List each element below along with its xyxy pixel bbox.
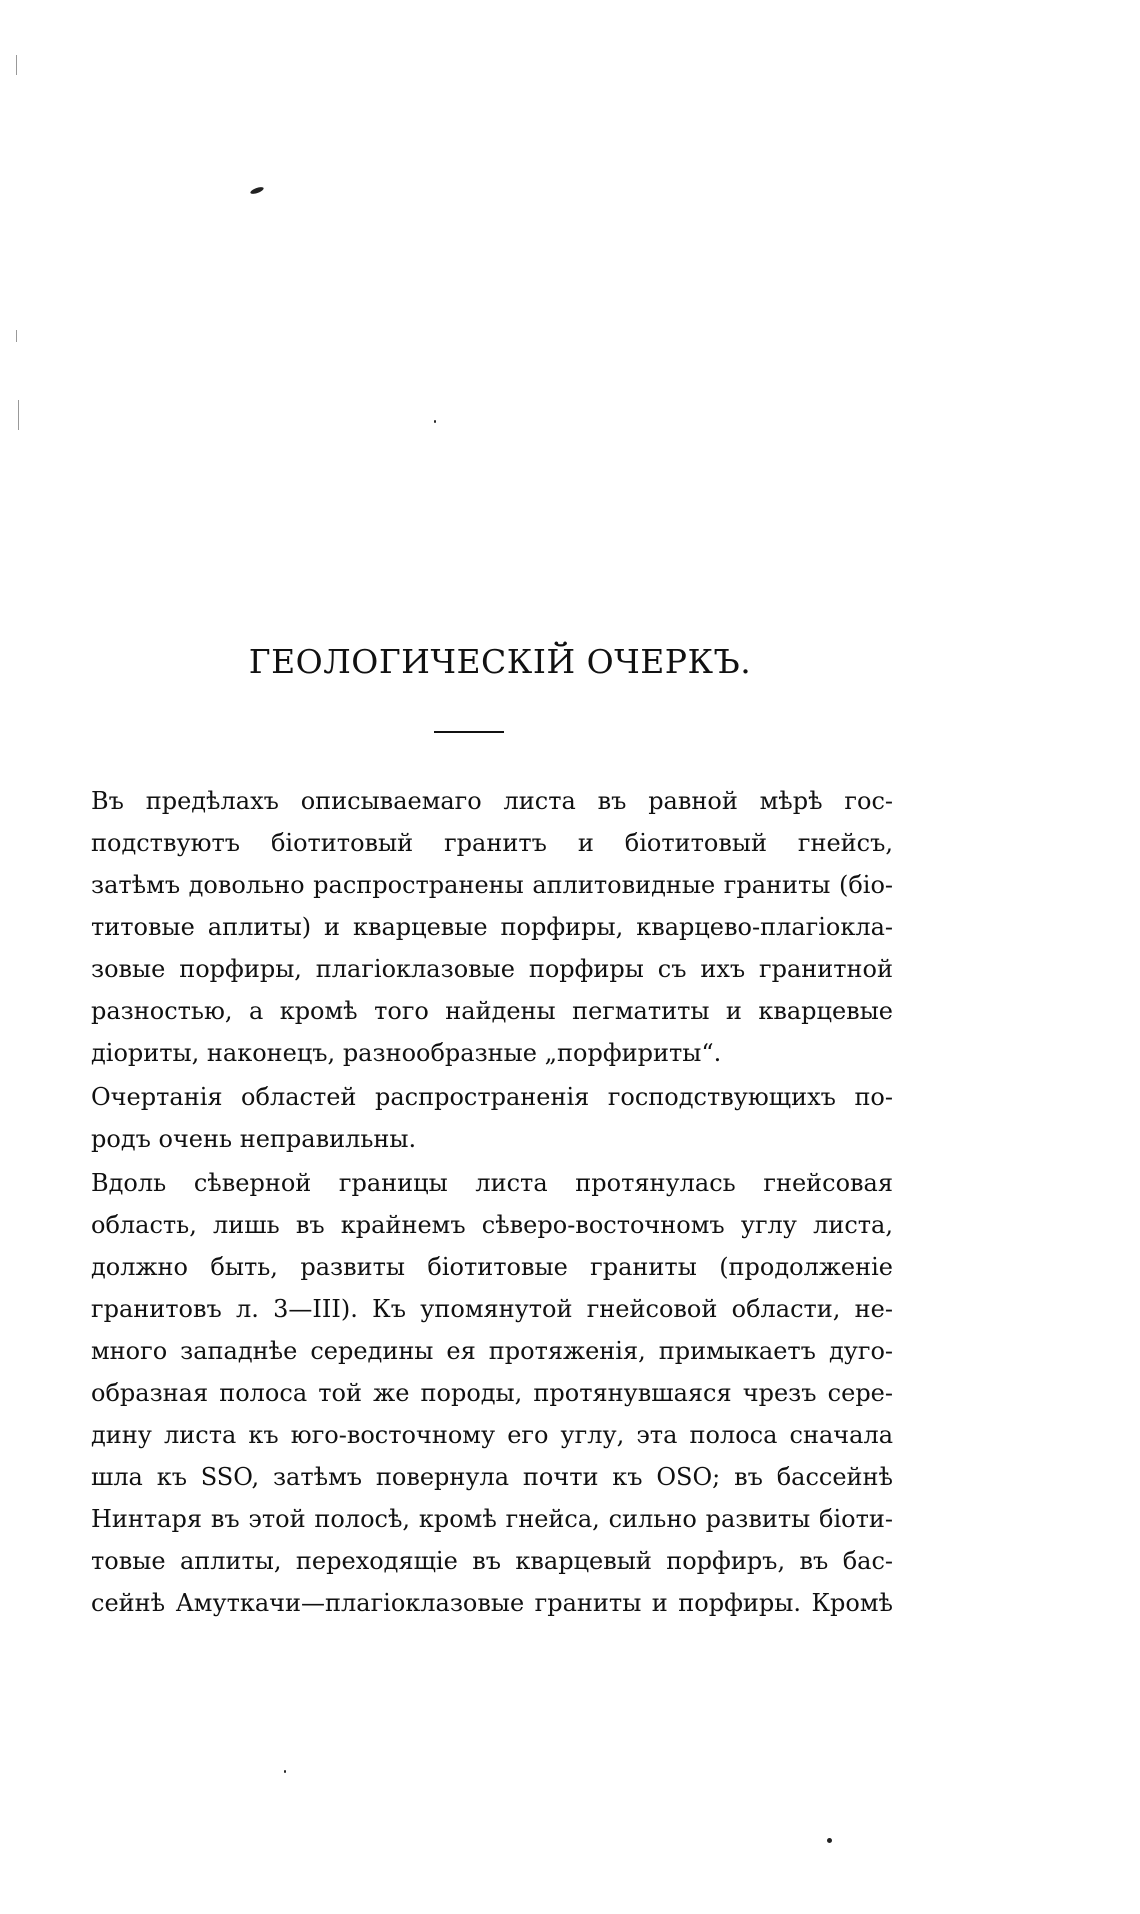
text-line: гранитовъ л. 3—III). Къ упомянутой гнейсовой области, не- — [91, 1295, 893, 1323]
text-line: родъ очень неправильны. — [91, 1125, 417, 1153]
text-line: шла къ SSO, затѣмъ повернула почти къ OSO; въ бассейнѣ — [91, 1463, 893, 1491]
text-line: діориты, наконецъ, разнообразные „порфириты“. — [91, 1039, 722, 1067]
title-rule — [434, 731, 504, 733]
paragraph-3 — [91, 1162, 893, 1624]
text-line: титовые аплиты) и кварцевые порфиры, кварцево-плагіокла- — [91, 913, 893, 941]
scan-edge-mark — [16, 55, 17, 75]
paragraph-2 — [91, 1076, 893, 1160]
text-line: должно быть, развиты біотитовые граниты (продолженіе — [91, 1253, 893, 1281]
text-line: сейнѣ Амуткачи—плагіоклазовые граниты и порфиры. Кромѣ — [91, 1589, 893, 1617]
scan-edge-mark — [16, 330, 17, 342]
ink-speck — [827, 1838, 832, 1843]
scan-edge-mark — [18, 400, 19, 430]
text-line: дину листа къ юго-восточному его углу, эта полоса сначала — [91, 1421, 893, 1449]
text-line: Въ предѣлахъ описываемаго листа въ равной мѣрѣ гос- — [91, 787, 893, 815]
text-line: Вдоль сѣверной границы листа протянулась гнейсовая — [91, 1169, 893, 1197]
text-line: образная полоса той же породы, протянувшаяся чрезъ сере- — [91, 1379, 893, 1407]
text-line: много западнѣе середины ея протяженія, примыкаетъ дуго- — [91, 1337, 893, 1365]
paragraph-1 — [91, 780, 893, 1074]
text-line: товые аплиты, переходящіе въ кварцевый порфиръ, въ бас- — [91, 1547, 893, 1575]
ink-speck — [284, 1770, 286, 1773]
text-line: область, лишь въ крайнемъ сѣверо-восточномъ углу листа, — [91, 1211, 893, 1239]
text-line: Нинтаря въ этой полосѣ, кромѣ гнейса, сильно развиты біоти- — [91, 1505, 893, 1533]
text-line: подствуютъ біотитовый гранитъ и біотитовый гнейсъ, — [91, 829, 893, 857]
ink-speck — [250, 186, 265, 195]
text-line: Очертанія областей распространенія господствующихъ по- — [91, 1083, 893, 1111]
body-text — [91, 780, 893, 1626]
ink-speck — [434, 420, 436, 423]
page-title: ГЕОЛОГИЧЕСКІЙ ОЧЕРКЪ. — [248, 642, 752, 681]
text-line: затѣмъ довольно распространены аплитовидные граниты (біо- — [91, 871, 893, 899]
text-line: разностью, а кромѣ того найдены пегматиты и кварцевые — [91, 997, 893, 1025]
text-line: зовые порфиры, плагіоклазовые порфиры съ ихъ гранитной — [91, 955, 893, 983]
